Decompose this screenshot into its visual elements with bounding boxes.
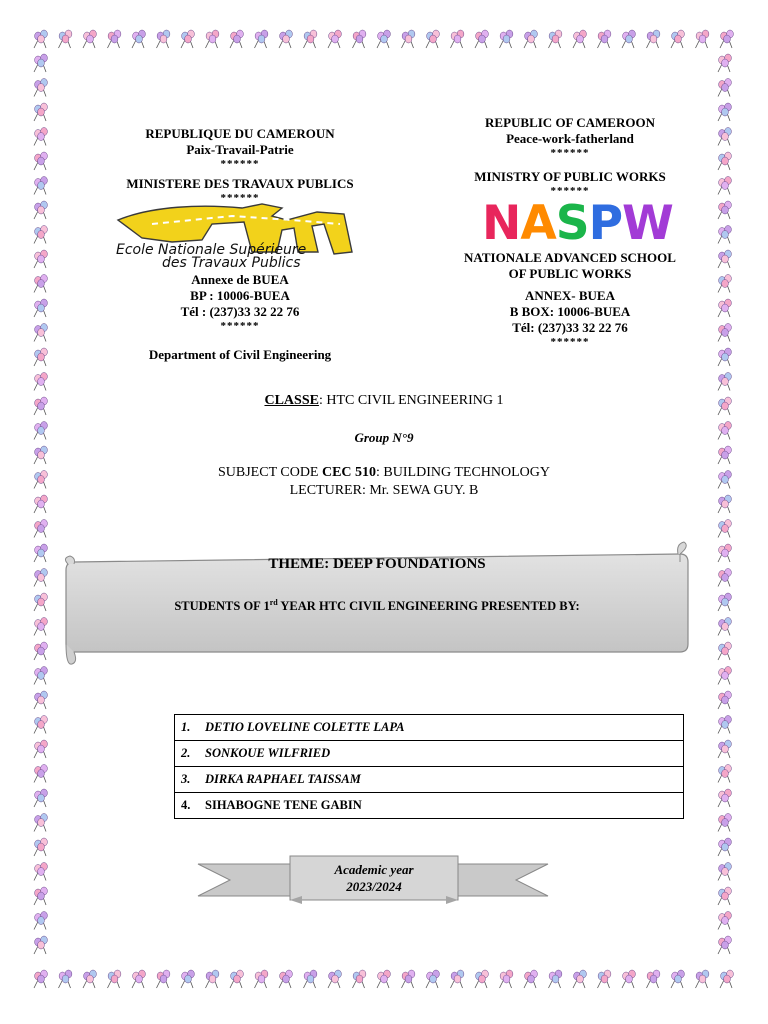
right-ministry: MINISTRY OF PUBLIC WORKS xyxy=(474,169,666,184)
balloon-icon xyxy=(718,520,731,538)
left-address xyxy=(80,272,400,332)
balloon-icon xyxy=(132,970,145,988)
balloon-icon xyxy=(718,152,731,170)
department: Department of Civil Engineering xyxy=(148,347,332,362)
balloon-icon xyxy=(34,226,47,244)
balloon-icon xyxy=(718,814,731,832)
balloon-icon xyxy=(34,152,47,170)
naspw-letter: A xyxy=(520,196,556,251)
balloon-icon xyxy=(34,838,47,856)
balloon-icon xyxy=(573,970,586,988)
right-address xyxy=(430,250,710,348)
balloon-icon xyxy=(34,618,47,636)
left-header xyxy=(80,126,400,204)
subject-code: CEC 510 xyxy=(321,465,377,480)
balloon-icon xyxy=(451,30,464,48)
balloon-icon xyxy=(34,740,47,758)
balloon-icon xyxy=(34,373,47,391)
balloon-icon xyxy=(475,970,488,988)
balloon-icon xyxy=(279,30,292,48)
balloon-icon xyxy=(718,716,731,734)
balloon-icon xyxy=(34,936,47,954)
balloon-icon xyxy=(549,970,562,988)
balloon-icon xyxy=(34,520,47,538)
balloon-icon xyxy=(59,30,72,48)
balloon-icon xyxy=(34,348,47,366)
balloon-icon xyxy=(34,716,47,734)
left-country: REPUBLIQUE DU CAMEROUN xyxy=(145,126,335,141)
balloon-icon xyxy=(328,30,341,48)
balloon-icon xyxy=(353,30,366,48)
balloon-icon xyxy=(647,30,660,48)
student-cell xyxy=(175,715,684,741)
balloon-icon xyxy=(230,30,243,48)
students-heading-prefix: STUDENTS OF 1 xyxy=(174,599,270,614)
balloon-icon xyxy=(718,593,731,611)
student-number: 2. xyxy=(181,746,191,760)
balloon-icon xyxy=(622,970,635,988)
subject-prefix: SUBJECT CODE xyxy=(218,465,322,480)
balloon-icon xyxy=(206,970,219,988)
right-stars-2: ****** xyxy=(550,185,590,197)
balloon-icon xyxy=(304,970,317,988)
balloon-icon xyxy=(718,765,731,783)
students-heading xyxy=(66,598,688,614)
subject-name: : BUILDING TECHNOLOGY xyxy=(376,465,550,480)
balloon-icon xyxy=(34,863,47,881)
class-label: CLASSE xyxy=(264,393,319,408)
balloon-icon xyxy=(718,912,731,930)
students-heading-suffix: YEAR HTC CIVIL ENGINEERING PRESENTED BY: xyxy=(277,599,580,614)
balloon-icon xyxy=(34,642,47,660)
academic-year-label: Academic year xyxy=(334,862,414,877)
naspw-letter: S xyxy=(555,196,589,251)
balloon-icon xyxy=(718,177,731,195)
left-stars-3: ****** xyxy=(220,320,260,332)
left-ministry: MINISTERE DES TRAVAUX PUBLICS xyxy=(126,176,354,191)
right-box: B BOX: 10006-BUEA xyxy=(509,304,631,319)
balloon-icon xyxy=(34,569,47,587)
theme-title: THEME: DEEP FOUNDATIONS xyxy=(268,556,486,572)
balloon-icon xyxy=(157,970,170,988)
balloon-icon xyxy=(83,30,96,48)
balloon-icon xyxy=(718,324,731,342)
left-tel: Tél : (237)33 32 22 76 xyxy=(180,304,300,319)
balloon-icon xyxy=(718,201,731,219)
balloon-icon xyxy=(720,30,733,48)
balloon-icon xyxy=(34,970,47,988)
balloon-icon xyxy=(718,936,731,954)
balloon-icon xyxy=(34,544,47,562)
student-name: SONKOUE WILFRIED xyxy=(205,746,331,760)
balloon-icon xyxy=(328,970,341,988)
balloon-icon xyxy=(34,250,47,268)
balloon-icon xyxy=(255,30,268,48)
lecturer: LECTURER: Mr. SEWA GUY. B xyxy=(289,483,479,498)
students-table xyxy=(174,714,684,819)
balloon-icon xyxy=(230,970,243,988)
balloon-icon xyxy=(353,970,366,988)
student-name: DETIO LOVELINE COLETTE LAPA xyxy=(205,720,405,734)
balloon-icon xyxy=(426,30,439,48)
balloon-icon xyxy=(34,446,47,464)
balloon-icon xyxy=(157,30,170,48)
left-stars-1: ****** xyxy=(220,158,260,170)
balloon-icon xyxy=(718,691,731,709)
balloon-icon xyxy=(34,30,47,48)
enstp-logo xyxy=(112,202,356,270)
balloon-icon xyxy=(34,691,47,709)
balloon-icon xyxy=(34,814,47,832)
balloon-icon xyxy=(34,275,47,293)
balloon-icon xyxy=(573,30,586,48)
balloon-icon xyxy=(475,30,488,48)
balloon-icon xyxy=(718,667,731,685)
balloon-icon xyxy=(34,593,47,611)
right-school-2: OF PUBLIC WORKS xyxy=(508,266,632,281)
subject-line xyxy=(0,465,768,481)
right-country: REPUBLIC OF CAMEROON xyxy=(485,115,655,130)
balloon-icon xyxy=(402,970,415,988)
balloon-icon xyxy=(718,740,731,758)
right-stars-3: ****** xyxy=(550,336,590,348)
class-line xyxy=(0,393,768,409)
student-name: SIHABOGNE TENE GABIN xyxy=(205,798,362,812)
balloon-icon xyxy=(696,30,709,48)
balloon-icon xyxy=(647,970,660,988)
balloon-icon xyxy=(451,970,464,988)
balloon-icon xyxy=(718,299,731,317)
balloon-icon xyxy=(181,970,194,988)
naspw-letter: P xyxy=(588,196,623,251)
balloon-icon xyxy=(598,30,611,48)
balloon-icon xyxy=(718,887,731,905)
balloon-icon xyxy=(718,348,731,366)
balloon-icon xyxy=(279,970,292,988)
balloon-icon xyxy=(718,275,731,293)
table-row xyxy=(175,793,684,819)
balloon-icon xyxy=(34,299,47,317)
enstp-logo-text-1: Ecole Nationale Supérieure xyxy=(116,242,307,258)
balloon-icon xyxy=(718,789,731,807)
balloon-icon xyxy=(598,970,611,988)
balloon-icon xyxy=(524,30,537,48)
balloon-icon xyxy=(34,912,47,930)
student-number: 1. xyxy=(181,720,191,734)
class-value: : HTC CIVIL ENGINEERING 1 xyxy=(318,393,504,408)
group-number: Group N°9 xyxy=(354,430,414,445)
table-row xyxy=(175,741,684,767)
balloon-icon xyxy=(304,30,317,48)
student-name: DIRKA RAPHAEL TAISSAM xyxy=(205,772,361,786)
right-header xyxy=(430,115,710,197)
balloon-icon xyxy=(255,970,268,988)
balloon-icon xyxy=(718,128,731,146)
balloon-icon xyxy=(34,667,47,685)
balloon-icon xyxy=(549,30,562,48)
balloon-icon xyxy=(108,970,121,988)
balloon-icon xyxy=(206,30,219,48)
balloon-icon xyxy=(377,970,390,988)
balloon-icon xyxy=(500,970,513,988)
left-annex: Annexe de BUEA xyxy=(191,272,289,287)
left-stars-2: ****** xyxy=(220,192,260,204)
student-cell xyxy=(175,793,684,819)
balloon-icon xyxy=(83,970,96,988)
balloon-icon xyxy=(181,30,194,48)
balloon-icon xyxy=(718,446,731,464)
balloon-icon xyxy=(34,128,47,146)
balloon-icon xyxy=(671,30,684,48)
balloon-icon xyxy=(718,569,731,587)
balloon-icon xyxy=(34,79,47,97)
balloon-icon xyxy=(720,970,733,988)
balloon-icon xyxy=(34,324,47,342)
balloon-icon xyxy=(108,30,121,48)
balloon-icon xyxy=(524,970,537,988)
balloon-icon xyxy=(500,30,513,48)
left-bp: BP : 10006-BUEA xyxy=(190,288,290,303)
right-motto: Peace-work-fatherland xyxy=(506,131,634,146)
right-annex: ANNEX- BUEA xyxy=(525,288,615,303)
balloon-icon xyxy=(718,863,731,881)
balloon-icon xyxy=(34,789,47,807)
right-stars-1: ****** xyxy=(550,147,590,159)
balloon-icon xyxy=(696,970,709,988)
balloon-icon xyxy=(34,177,47,195)
balloon-icon xyxy=(34,765,47,783)
naspw-letter: W xyxy=(622,196,673,251)
student-number: 3. xyxy=(181,772,191,786)
balloon-icon xyxy=(718,642,731,660)
balloon-icon xyxy=(34,887,47,905)
balloon-icon xyxy=(622,30,635,48)
academic-year-value: 2023/2024 xyxy=(346,879,402,894)
student-number: 4. xyxy=(181,798,191,812)
balloon-icon xyxy=(377,30,390,48)
balloon-icon xyxy=(718,250,731,268)
table-row xyxy=(175,715,684,741)
balloon-icon xyxy=(59,970,72,988)
right-tel: Tél: (237)33 32 22 76 xyxy=(512,320,628,335)
balloon-icon xyxy=(718,79,731,97)
balloon-icon xyxy=(718,838,731,856)
right-school-1: NATIONALE ADVANCED SCHOOL xyxy=(464,250,676,265)
left-motto: Paix-Travail-Patrie xyxy=(186,142,294,157)
balloon-icon xyxy=(132,30,145,48)
student-cell xyxy=(175,767,684,793)
balloon-icon xyxy=(718,618,731,636)
balloon-icon xyxy=(671,970,684,988)
students-heading-sup: rd xyxy=(269,598,278,607)
naspw-letter: N xyxy=(482,196,521,251)
balloon-icon xyxy=(718,54,731,72)
balloon-icon xyxy=(718,103,731,121)
enstp-logo-text-2: des Travaux Publics xyxy=(162,255,301,270)
balloon-icon xyxy=(402,30,415,48)
balloon-icon xyxy=(718,373,731,391)
balloon-icon xyxy=(34,201,47,219)
balloon-icon xyxy=(34,103,47,121)
table-row xyxy=(175,767,684,793)
student-cell xyxy=(175,741,684,767)
balloon-icon xyxy=(426,970,439,988)
naspw-logo xyxy=(482,198,678,250)
balloon-icon xyxy=(718,544,731,562)
balloon-icon xyxy=(718,226,731,244)
balloon-icon xyxy=(34,54,47,72)
